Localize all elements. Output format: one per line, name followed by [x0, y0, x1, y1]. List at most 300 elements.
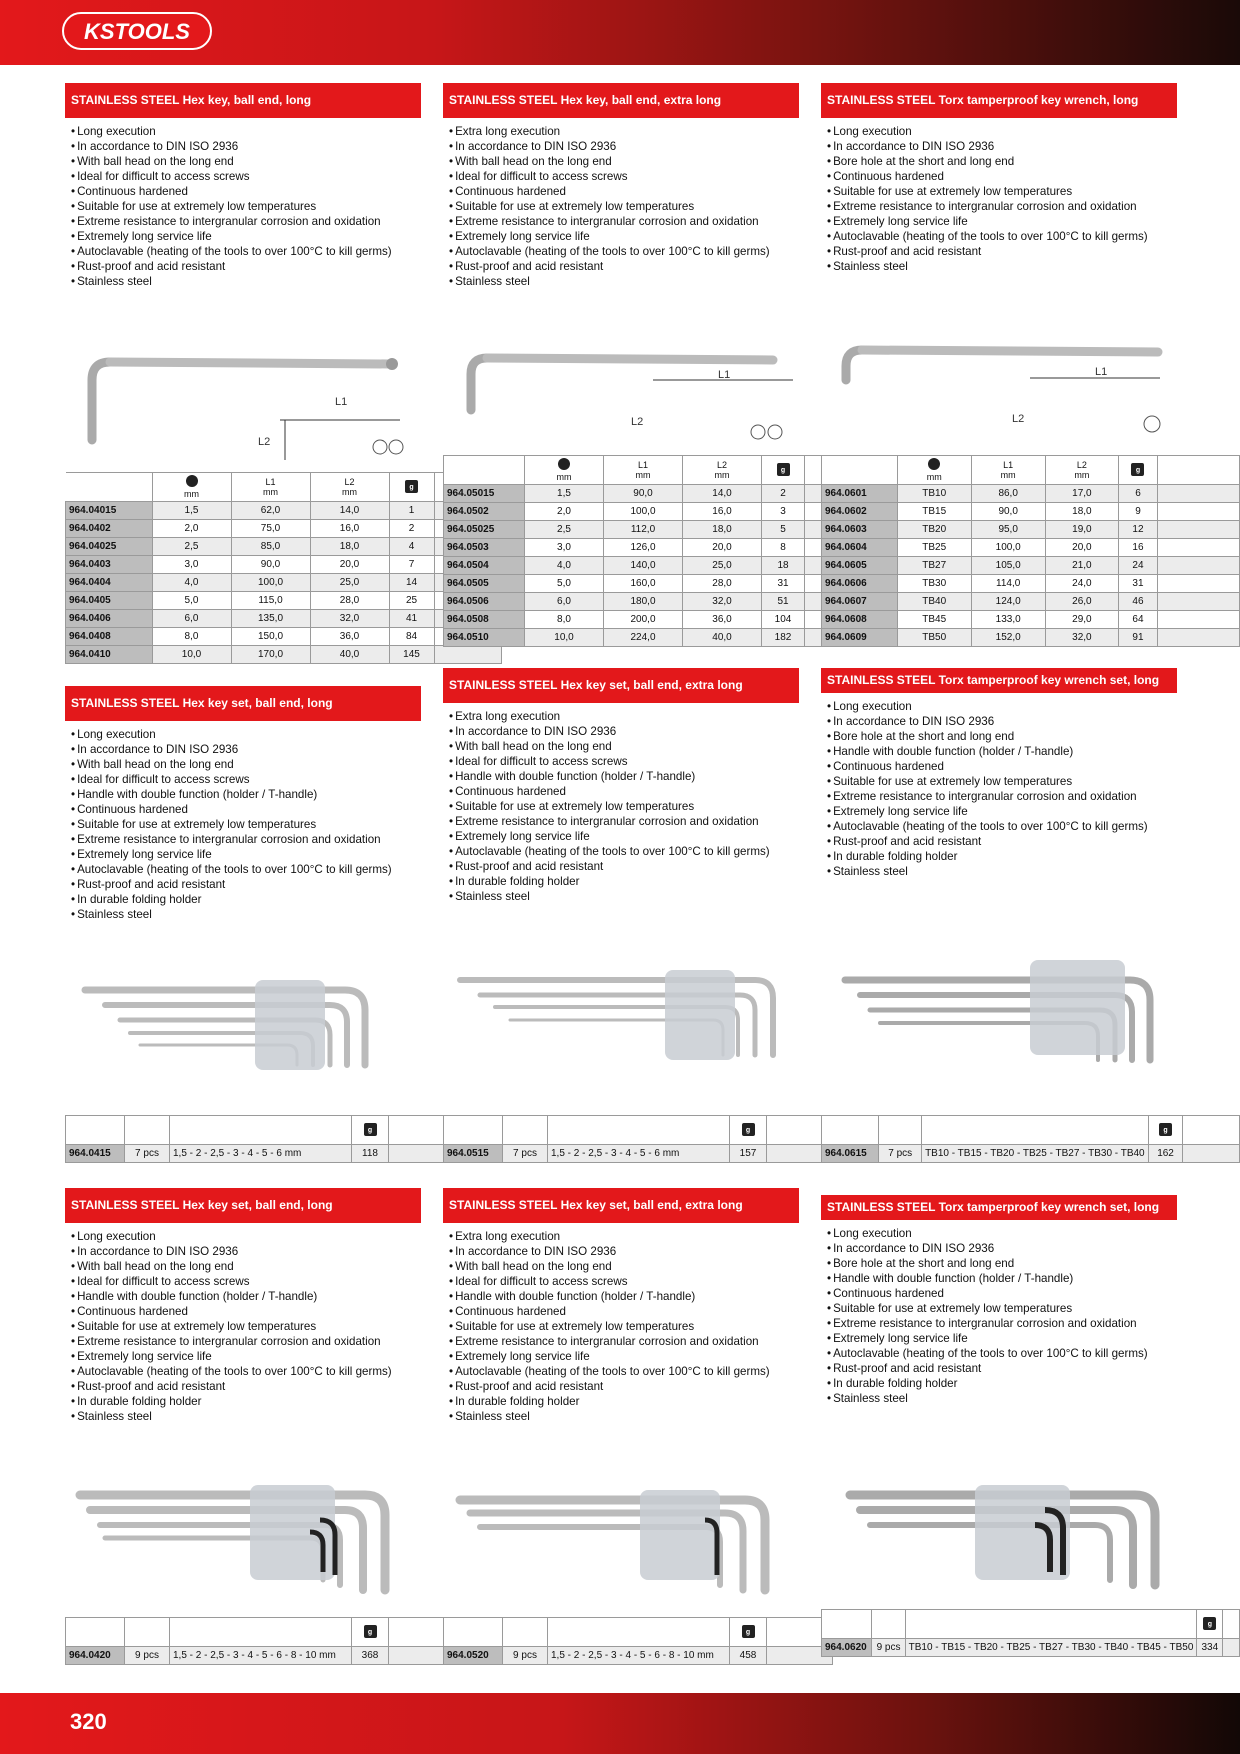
feature-item: • Autoclavable (heating of the tools to over 100°C to kill germs)	[449, 244, 799, 259]
table-cell: 95,0	[971, 521, 1045, 539]
feature-item: • Extreme resistance to intergranular corrosion and oxidation	[827, 199, 1177, 214]
table-cell: TB50	[897, 629, 971, 647]
weight-icon: g	[1159, 1123, 1172, 1136]
feature-item: • Stainless steel	[449, 274, 799, 289]
page-footer	[0, 1693, 1240, 1754]
table-cell: 24,0	[1045, 575, 1118, 593]
table-cell: TB20	[897, 521, 971, 539]
piece-count: 9 pcs	[125, 1647, 170, 1665]
table-cell: 100,0	[604, 503, 683, 521]
feature-item: • Extremely long service life	[449, 829, 799, 844]
feature-item: • Handle with double function (holder / T-handle)	[449, 1289, 799, 1304]
feature-item: • Autoclavable (heating of the tools to over 100°C to kill germs)	[71, 244, 421, 259]
table-row	[822, 521, 1240, 539]
section-torx-long	[821, 83, 1177, 274]
table-row	[444, 1145, 833, 1163]
feature-item: • Bore hole at the short and long end	[827, 1256, 1177, 1271]
table-cell: TB10	[897, 485, 971, 503]
table-cell: 28,0	[310, 592, 389, 610]
section-title: STAINLESS STEEL Hex key set, ball end, long	[65, 686, 421, 721]
feature-item: • Extremely long service life	[71, 847, 421, 862]
article-number: 964.04025	[66, 538, 153, 556]
table-cell-empty	[1157, 629, 1239, 647]
table-cell: 182	[762, 629, 805, 647]
weight-value: 118	[352, 1145, 389, 1163]
table-cell: TB27	[897, 557, 971, 575]
article-number: 964.0520	[444, 1647, 503, 1665]
table-cell: 115,0	[231, 592, 310, 610]
section-title: STAINLESS STEEL Hex key set, ball end, extra long	[443, 668, 799, 703]
table-cell: 31	[1119, 575, 1158, 593]
piece-count: 9 pcs	[872, 1639, 905, 1657]
table-cell: 2,5	[525, 521, 604, 539]
feature-item: • Ideal for difficult to access screws	[71, 772, 421, 787]
table-cell-empty	[1157, 485, 1239, 503]
l1-label: L1	[1095, 366, 1108, 378]
table-cell: 20,0	[310, 556, 389, 574]
hex-key-set-extra-long-image	[455, 965, 785, 1065]
set-table-964-0420	[65, 1617, 455, 1665]
table-cell: 18	[762, 557, 805, 575]
feature-item: • In accordance to DIN ISO 2936	[449, 139, 799, 154]
feature-item: • Rust-proof and acid resistant	[827, 244, 1177, 259]
table-cell: 24	[1119, 557, 1158, 575]
piece-count: 7 pcs	[503, 1145, 548, 1163]
weight-icon: g	[364, 1625, 377, 1638]
table-row	[822, 557, 1240, 575]
feature-item: • Rust-proof and acid resistant	[827, 834, 1177, 849]
feature-item: • In accordance to DIN ISO 2936	[827, 139, 1177, 154]
table-cell: 2,5	[152, 538, 231, 556]
table-cell: 41	[389, 610, 434, 628]
set-table-964-0615	[821, 1115, 1240, 1163]
table-cell: 10,0	[152, 646, 231, 664]
table-cell: 31	[762, 575, 805, 593]
feature-item: • Extremely long service life	[449, 229, 799, 244]
article-number: 964.0601	[822, 485, 898, 503]
table-row	[66, 592, 502, 610]
section-title: STAINLESS STEEL Torx tamperproof key wrench set, long	[821, 668, 1177, 693]
feature-item: • Continuous hardened	[71, 802, 421, 817]
feature-item: • Autoclavable (heating of the tools to over 100°C to kill germs)	[827, 819, 1177, 834]
table-cell: 86,0	[971, 485, 1045, 503]
weight-icon: g	[364, 1123, 377, 1136]
table-cell: 150,0	[231, 628, 310, 646]
table-cell: 32,0	[1045, 629, 1118, 647]
section-torx-set-long	[821, 668, 1177, 879]
section-hex-set-extra-long	[443, 668, 799, 904]
section-title: STAINLESS STEEL Hex key set, ball end, long	[65, 1188, 421, 1223]
table-cell: 124,0	[971, 593, 1045, 611]
feature-item: • Stainless steel	[71, 1409, 421, 1424]
feature-item: • Long execution	[71, 727, 421, 742]
feature-item: • Extra long execution	[449, 709, 799, 724]
l2-label: L2	[258, 436, 271, 448]
spec-table-964-06: mm L1 mm L2 mm g 964.0601 TB10 86,0 17,0 6 964.0602 TB15 90,0 18,0 9 964.0603 TB20 95,0 19,0 12 964.0604 TB25 100,0 20,0 16 964.0605 TB27 105,0 21,0 24 964.0606 TB30 114,0 24,0 31 964.0607 TB40 124,0 26,0 46 964.0608 TB45 133,0 29,0 64 964.0609 TB50 152,0 32,0 91	[821, 455, 1240, 647]
table-cell: 16,0	[310, 520, 389, 538]
table-cell-empty	[1157, 557, 1239, 575]
feature-item: • Suitable for use at extremely low temperatures	[449, 199, 799, 214]
table-cell-empty	[1157, 539, 1239, 557]
feature-item: • Suitable for use at extremely low temperatures	[71, 817, 421, 832]
table-cell: 20,0	[683, 539, 762, 557]
table-row	[66, 628, 502, 646]
table-row	[822, 629, 1240, 647]
table-cell: 2	[389, 520, 434, 538]
article-number: 964.0607	[822, 593, 898, 611]
table-cell: 75,0	[231, 520, 310, 538]
feature-item: • Continuous hardened	[449, 1304, 799, 1319]
section-hex-ball-long	[65, 83, 421, 289]
page-header	[0, 0, 1240, 65]
article-number: 964.0508	[444, 611, 525, 629]
article-number: 964.05025	[444, 521, 525, 539]
table-cell: 133,0	[971, 611, 1045, 629]
feature-list	[443, 709, 799, 904]
hex-key-set-extra-long-9-image	[455, 1485, 785, 1605]
size-list: 1,5 - 2 - 2,5 - 3 - 4 - 5 - 6 - 8 - 10 mm	[170, 1647, 352, 1665]
table-cell: 10,0	[525, 629, 604, 647]
table-cell: 2	[762, 485, 805, 503]
feature-item: • Extremely long service life	[827, 804, 1177, 819]
article-number: 964.05015	[444, 485, 525, 503]
table-cell: 6,0	[525, 593, 604, 611]
feature-item: • Stainless steel	[449, 889, 799, 904]
spec-table-964-05: mm L1 mm L2 mm g 964.05015 1,5 90,0 14,0 2 964.0502 2,0 100,0 16,0 3 964.05025 2,5 112,0 18,0 5 964.0503 3,0 126,0 20,0 8 964.0504 4,0 140,0 25,0 18 964.0505 5,0 160,0 28,0 31 964.0506 6,0 180,0 32,0 51 964.0508 8,0 200,0 36,0 104 964.0510 10,0 224,0 40,0 182	[443, 455, 892, 647]
feature-item: • Extreme resistance to intergranular corrosion and oxidation	[449, 214, 799, 229]
table-cell: 100,0	[231, 574, 310, 592]
l2-label: L2	[631, 416, 644, 428]
table-cell: 4,0	[152, 574, 231, 592]
table-cell: 8,0	[152, 628, 231, 646]
table-cell-empty	[1157, 593, 1239, 611]
table-cell: 21,0	[1045, 557, 1118, 575]
feature-list	[443, 1229, 799, 1424]
feature-item: • Extreme resistance to intergranular corrosion and oxidation	[71, 214, 421, 229]
table-cell: TB15	[897, 503, 971, 521]
size-list: 1,5 - 2 - 2,5 - 3 - 4 - 5 - 6 mm	[170, 1145, 352, 1163]
table-cell: 90,0	[971, 503, 1045, 521]
article-number: 964.0503	[444, 539, 525, 557]
feature-item: • Stainless steel	[71, 274, 421, 289]
feature-item: • In accordance to DIN ISO 2936	[827, 1241, 1177, 1256]
table-row	[822, 1639, 1240, 1657]
table-cell: 25	[389, 592, 434, 610]
table-cell: 84	[389, 628, 434, 646]
feature-item: • Stainless steel	[71, 907, 421, 922]
weight-icon: g	[742, 1123, 755, 1136]
feature-item: • Handle with double function (holder / T-handle)	[827, 1271, 1177, 1286]
feature-item: • Handle with double function (holder / T-handle)	[71, 787, 421, 802]
article-number: 964.0615	[822, 1145, 879, 1163]
table-cell: 3,0	[152, 556, 231, 574]
article-number: 964.0620	[822, 1639, 872, 1657]
table-cell: 32,0	[310, 610, 389, 628]
table-cell: 19,0	[1045, 521, 1118, 539]
table-cell: 14	[389, 574, 434, 592]
weight-icon: g	[1203, 1617, 1216, 1630]
feature-item: • Long execution	[827, 1226, 1177, 1241]
article-number: 964.0404	[66, 574, 153, 592]
hex-size-icon	[186, 475, 198, 487]
article-number: 964.0609	[822, 629, 898, 647]
table-cell: 6	[1119, 485, 1158, 503]
table-cell: 1	[389, 502, 434, 520]
table-cell: 105,0	[971, 557, 1045, 575]
table-row	[66, 502, 502, 520]
article-number: 964.0510	[444, 629, 525, 647]
table-cell: 2,0	[152, 520, 231, 538]
feature-item: • Continuous hardened	[449, 184, 799, 199]
article-number: 964.0408	[66, 628, 153, 646]
article-number: 964.04015	[66, 502, 153, 520]
table-cell: 114,0	[971, 575, 1045, 593]
feature-item: • Suitable for use at extremely low temperatures	[71, 199, 421, 214]
feature-item: • Long execution	[827, 124, 1177, 139]
feature-list	[821, 1226, 1177, 1406]
feature-item: • Ideal for difficult to access screws	[71, 1274, 421, 1289]
table-row	[66, 1145, 455, 1163]
article-number: 964.0606	[822, 575, 898, 593]
piece-count: 7 pcs	[125, 1145, 170, 1163]
feature-item: • Ideal for difficult to access screws	[449, 1274, 799, 1289]
weight-icon: g	[1131, 463, 1144, 476]
feature-item: • Extremely long service life	[449, 1349, 799, 1364]
section-title: STAINLESS STEEL Hex key, ball end, long	[65, 83, 421, 118]
article-number: 964.0502	[444, 503, 525, 521]
table-cell: 90,0	[604, 485, 683, 503]
l1-label: L1	[335, 396, 348, 408]
table-cell: 40,0	[310, 646, 389, 664]
table-row	[822, 575, 1240, 593]
weight-icon: g	[742, 1625, 755, 1638]
section-title: STAINLESS STEEL Torx tamperproof key wrench set, long	[821, 1195, 1177, 1220]
feature-item: • Extra long execution	[449, 1229, 799, 1244]
article-number: 964.0415	[66, 1145, 125, 1163]
feature-item: • Extreme resistance to intergranular corrosion and oxidation	[449, 1334, 799, 1349]
table-cell-empty	[1183, 1145, 1240, 1163]
article-number: 964.0603	[822, 521, 898, 539]
article-number: 964.0604	[822, 539, 898, 557]
table-cell: 29,0	[1045, 611, 1118, 629]
l1-label: L1	[718, 369, 731, 381]
torx-size-icon	[928, 458, 940, 470]
feature-item: • Autoclavable (heating of the tools to over 100°C to kill germs)	[71, 1364, 421, 1379]
feature-item: • Long execution	[827, 699, 1177, 714]
article-number: 964.0406	[66, 610, 153, 628]
feature-item: • Stainless steel	[827, 259, 1177, 274]
feature-item: • Autoclavable (heating of the tools to over 100°C to kill germs)	[449, 844, 799, 859]
feature-item: • Ideal for difficult to access screws	[449, 754, 799, 769]
feature-item: • Extreme resistance to intergranular corrosion and oxidation	[827, 1316, 1177, 1331]
feature-list	[821, 699, 1177, 879]
feature-item: • With ball head on the long end	[71, 1259, 421, 1274]
table-cell: 62,0	[231, 502, 310, 520]
feature-item: • Bore hole at the short and long end	[827, 154, 1177, 169]
table-cell: TB40	[897, 593, 971, 611]
feature-item: • Extreme resistance to intergranular corrosion and oxidation	[71, 832, 421, 847]
table-row	[66, 574, 502, 592]
svg-text:KSTOOLS: KSTOOLS	[84, 19, 190, 44]
feature-list	[821, 124, 1177, 274]
weight-value: 368	[352, 1647, 389, 1665]
table-cell: 20,0	[1045, 539, 1118, 557]
table-cell: 180,0	[604, 593, 683, 611]
weight-value: 458	[730, 1647, 767, 1665]
table-cell: 46	[1119, 593, 1158, 611]
section-hex-set-long	[65, 686, 421, 922]
table-cell: 100,0	[971, 539, 1045, 557]
feature-item: • Extremely long service life	[827, 214, 1177, 229]
table-cell: 3,0	[525, 539, 604, 557]
feature-item: • Autoclavable (heating of the tools to over 100°C to kill germs)	[827, 1346, 1177, 1361]
feature-item: • Handle with double function (holder / T-handle)	[827, 744, 1177, 759]
feature-item: • In durable folding holder	[827, 1376, 1177, 1391]
feature-item: • Stainless steel	[827, 864, 1177, 879]
table-cell: 126,0	[604, 539, 683, 557]
table-row	[822, 485, 1240, 503]
table-cell: 200,0	[604, 611, 683, 629]
section-title: STAINLESS STEEL Torx tamperproof key wrench, long	[821, 83, 1177, 118]
table-cell: TB30	[897, 575, 971, 593]
feature-item: • In accordance to DIN ISO 2936	[71, 742, 421, 757]
feature-item: • With ball head on the long end	[449, 154, 799, 169]
table-cell: 160,0	[604, 575, 683, 593]
table-cell: 4,0	[525, 557, 604, 575]
feature-list	[65, 124, 421, 289]
table-cell: 28,0	[683, 575, 762, 593]
table-cell: 18,0	[1045, 503, 1118, 521]
feature-item: • Ideal for difficult to access screws	[449, 169, 799, 184]
page-number: 320	[70, 1709, 107, 1734]
feature-item: • Ideal for difficult to access screws	[71, 169, 421, 184]
table-cell: 64	[1119, 611, 1158, 629]
table-row	[66, 646, 502, 664]
table-cell: 36,0	[310, 628, 389, 646]
article-number: 964.0608	[822, 611, 898, 629]
hex-key-image	[80, 350, 410, 460]
table-cell: 2,0	[525, 503, 604, 521]
table-row	[66, 538, 502, 556]
feature-item: • Extreme resistance to intergranular corrosion and oxidation	[449, 814, 799, 829]
feature-item: • Extremely long service life	[827, 1331, 1177, 1346]
table-cell: 18,0	[310, 538, 389, 556]
feature-item: • Handle with double function (holder / T-handle)	[449, 769, 799, 784]
table-cell: 5,0	[525, 575, 604, 593]
torx-key-set-9-image	[845, 1480, 1175, 1600]
feature-item: • Extremely long service life	[71, 1349, 421, 1364]
table-row	[444, 1647, 833, 1665]
table-row	[822, 1145, 1240, 1163]
feature-item: • Bore hole at the short and long end	[827, 729, 1177, 744]
feature-item: • Suitable for use at extremely low temperatures	[827, 774, 1177, 789]
set-table-964-0520	[443, 1617, 833, 1665]
table-cell-empty	[1157, 575, 1239, 593]
feature-item: • With ball head on the long end	[71, 757, 421, 772]
hex-key-set-9-image	[75, 1480, 405, 1600]
feature-item: • Continuous hardened	[827, 1286, 1177, 1301]
table-cell: 36,0	[683, 611, 762, 629]
table-cell: 1,5	[525, 485, 604, 503]
table-cell: 4	[389, 538, 434, 556]
feature-item: • Suitable for use at extremely low temperatures	[71, 1319, 421, 1334]
table-cell: 12	[1119, 521, 1158, 539]
feature-item: • Autoclavable (heating of the tools to over 100°C to kill germs)	[827, 229, 1177, 244]
table-cell: 152,0	[971, 629, 1045, 647]
section-hex-set-extra-long-9	[443, 1188, 799, 1424]
article-number: 964.0402	[66, 520, 153, 538]
feature-item: • Extremely long service life	[71, 229, 421, 244]
table-row	[822, 539, 1240, 557]
l2-label: L2	[1012, 413, 1025, 425]
feature-item: • Continuous hardened	[827, 759, 1177, 774]
table-cell: 85,0	[231, 538, 310, 556]
feature-item: • Rust-proof and acid resistant	[827, 1361, 1177, 1376]
article-number: 964.0410	[66, 646, 153, 664]
weight-value: 162	[1148, 1145, 1183, 1163]
article-number: 964.0403	[66, 556, 153, 574]
feature-item: • Long execution	[71, 1229, 421, 1244]
table-cell: 224,0	[604, 629, 683, 647]
feature-list	[65, 727, 421, 922]
section-hex-set-long-9	[65, 1188, 421, 1424]
size-list: TB10 - TB15 - TB20 - TB25 - TB27 - TB30 - TB40 - TB45 - TB50	[905, 1639, 1197, 1657]
weight-value: 334	[1197, 1639, 1223, 1657]
set-table-964-0415	[65, 1115, 455, 1163]
feature-item: • In durable folding holder	[449, 1394, 799, 1409]
feature-item: • In durable folding holder	[71, 892, 421, 907]
feature-item: • In accordance to DIN ISO 2936	[71, 1244, 421, 1259]
size-list: 1,5 - 2 - 2,5 - 3 - 4 - 5 - 6 - 8 - 10 mm	[548, 1647, 730, 1665]
table-row	[66, 520, 502, 538]
feature-item: • Continuous hardened	[71, 184, 421, 199]
feature-item: • With ball head on the long end	[71, 154, 421, 169]
article-number: 964.0515	[444, 1145, 503, 1163]
feature-item: • Suitable for use at extremely low temperatures	[449, 799, 799, 814]
feature-item: • Extreme resistance to intergranular corrosion and oxidation	[71, 1334, 421, 1349]
table-cell: 8,0	[525, 611, 604, 629]
feature-item: • Long execution	[71, 124, 421, 139]
table-cell: 25,0	[310, 574, 389, 592]
table-cell: 7	[389, 556, 434, 574]
table-row	[822, 503, 1240, 521]
feature-item: • Handle with double function (holder / T-handle)	[71, 1289, 421, 1304]
article-number: 964.0420	[66, 1647, 125, 1665]
torx-key-image	[840, 340, 1170, 440]
feature-item: • Autoclavable (heating of the tools to over 100°C to kill germs)	[449, 1364, 799, 1379]
feature-item: • In durable folding holder	[449, 874, 799, 889]
article-number: 964.0505	[444, 575, 525, 593]
table-cell-empty	[434, 646, 501, 664]
torx-key-set-image	[840, 960, 1170, 1070]
hex-key-extra-long-image	[463, 350, 793, 450]
table-cell: 16	[1119, 539, 1158, 557]
article-number: 964.0605	[822, 557, 898, 575]
feature-item: • In durable folding holder	[827, 849, 1177, 864]
feature-item: • Extreme resistance to intergranular corrosion and oxidation	[827, 789, 1177, 804]
feature-item: • Rust-proof and acid resistant	[71, 259, 421, 274]
feature-item: • Rust-proof and acid resistant	[71, 877, 421, 892]
feature-item: • Rust-proof and acid resistant	[449, 259, 799, 274]
table-cell: TB25	[897, 539, 971, 557]
table-cell: 14,0	[683, 485, 762, 503]
weight-icon: g	[777, 463, 790, 476]
section-hex-ball-extra-long	[443, 83, 799, 289]
dimension-drawing	[258, 396, 403, 460]
table-cell: 16,0	[683, 503, 762, 521]
feature-item: • In accordance to DIN ISO 2936	[71, 139, 421, 154]
table-row	[66, 610, 502, 628]
